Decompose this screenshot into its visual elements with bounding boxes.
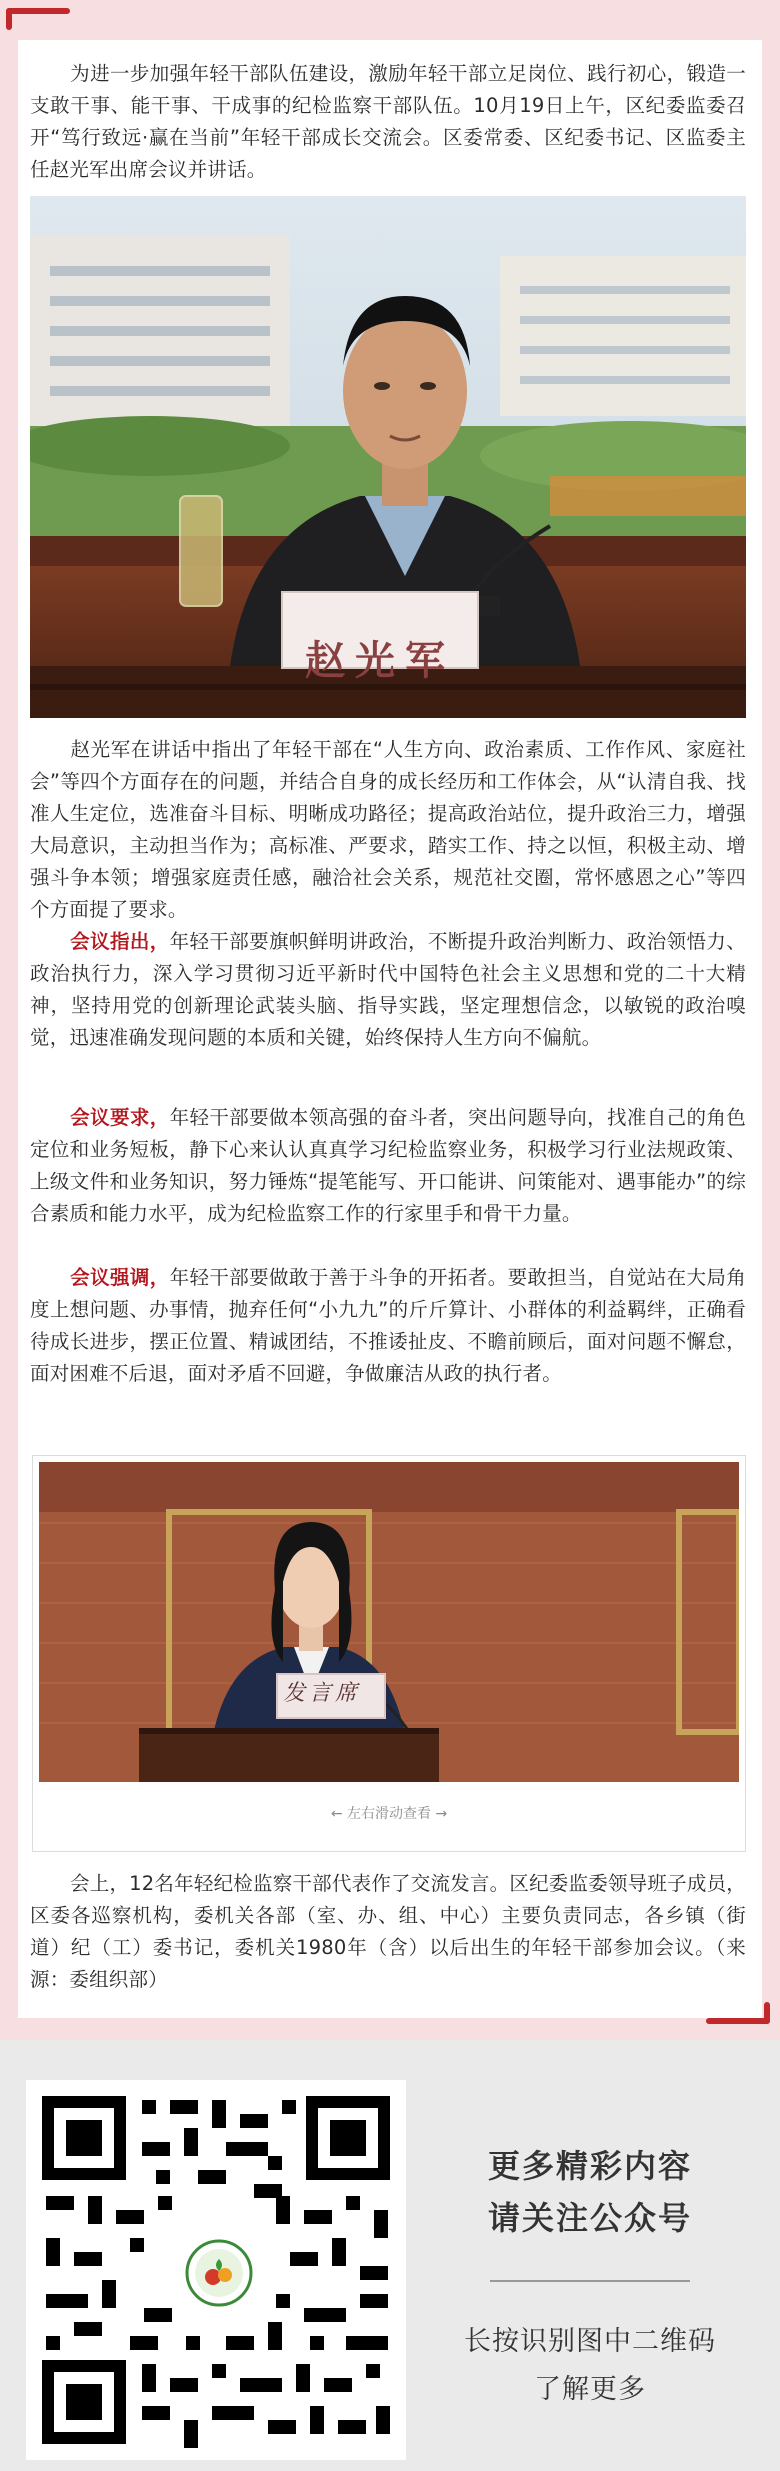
corner-accent <box>6 8 12 30</box>
corner-accent <box>6 8 70 14</box>
meeting-emphasis-lead: 会议强调， <box>70 1266 170 1289</box>
follow-prompt <box>440 2080 740 2460</box>
closing-text: 会上，12名年轻纪检监察干部代表作了交流发言。区纪委监委领导班子成员，区委各巡察机构，委机关各部（室、办、组、中心）主要负责同志，各乡镇（街道）纪（工）委书记，委机关1980年（含）以后出生的年轻干部参加会议。（来源：委组织部） <box>30 1872 746 1991</box>
follow-sub-line1: 长按识别图中二维码 <box>464 2326 716 2357</box>
corner-accent <box>706 2018 770 2024</box>
corner-accent <box>764 2002 770 2024</box>
follow-title-line1: 更多精彩内容 <box>487 2147 692 2185</box>
meeting-requirement-text: 年轻干部要做本领高强的奋斗者，突出问题导向，找准自己的角色定位和业务短板，静下心来认认真真学习纪检监察业务，积极学习行业法规政策、上级文件和业务知识，努力锤炼“提笔能写、开口能讲、问策能对、遇事能办”的综合素质和能力水平，成为纪检监察工作的行家里手和骨干力量。 <box>30 1106 746 1225</box>
nameplate-2: 发言席 <box>282 1681 361 1706</box>
divider <box>490 2280 690 2282</box>
nameplate: 赵光军 <box>305 637 455 684</box>
speaker-photo-2[interactable] <box>39 1462 739 1782</box>
intro-text: 为进一步加强年轻干部队伍建设，激励年轻干部立足岗位、践行初心，锻造一支敢干事、能干事、干成事的纪检监察干部队伍。10月19日上午，区纪委监委召开“笃行致远·赢在当前”年轻干部成长交流会。区委常委、区纪委书记、区监委主任赵光军出席会议并讲话。 <box>30 62 746 181</box>
intro-paragraph <box>30 58 746 186</box>
speech-summary-text: 赵光军在讲话中指出了年轻干部在“人生方向、政治素质、工作作风、家庭社会”等四个方面存在的问题，并结合自身的成长经历和工作体会，从“认清自我、找准人生定位，选准奋斗目标、明晰成功路径；提高政治站位，提升政治三力，增强大局意识，主动担当作为；高标准、严要求，踏实工作、持之以恒，积极主动、增强斗争本领；增强家庭责任感，融洽社会关系，规范社交圈，常怀感恩之心”等四个方面提了要求。 <box>30 738 746 921</box>
meeting-requirement-paragraph <box>30 1102 746 1230</box>
account-logo <box>178 2232 260 2314</box>
photo-carousel[interactable] <box>32 1455 746 1852</box>
speech-summary-paragraph <box>30 734 746 926</box>
meeting-point-lead: 会议指出， <box>70 930 170 953</box>
meeting-requirement-lead: 会议要求， <box>70 1106 170 1129</box>
meeting-emphasis-text: 年轻干部要做敢于善于斗争的开拓者。要敢担当，自觉站在大局角度上想问题、办事情，抛弃任何“小九九”的斤斤算计、小群体的利益羁绊，正确看待成长进步，摆正位置、精诚团结，不推诿扯皮、不瞻前顾后，面对问题不懈怠，面对困难不后退，面对矛盾不回避，争做廉洁从政的执行者。 <box>30 1266 746 1385</box>
meeting-emphasis-paragraph <box>30 1262 746 1390</box>
swipe-hint: ← 左右滑动查看 → <box>330 1806 448 1822</box>
qr-code[interactable] <box>26 2080 406 2460</box>
closing-paragraph <box>30 1868 746 1996</box>
follow-footer <box>0 2040 780 2471</box>
follow-sub-line2: 了解更多 <box>534 2374 646 2405</box>
follow-title-line2: 请关注公众号 <box>487 2199 692 2237</box>
meeting-point-paragraph <box>30 926 746 1054</box>
meeting-point-text: 年轻干部要旗帜鲜明讲政治，不断提升政治判断力、政治领悟力、政治执行力，深入学习贯彻习近平新时代中国特色社会主义思想和党的二十大精神，坚持用党的创新理论武装头脑、指导实践，坚定理想信念，以敏锐的政治嗅觉，迅速准确发现问题的本质和关键，始终保持人生方向不偏航。 <box>30 930 746 1049</box>
